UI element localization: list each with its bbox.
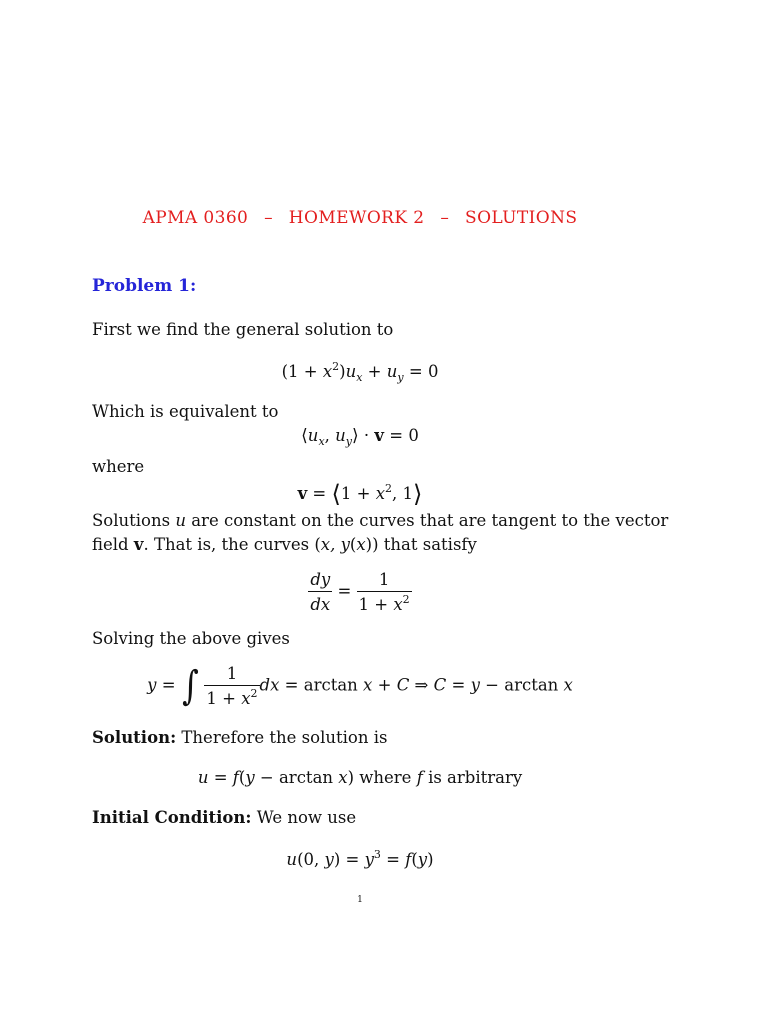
text-run: are constant on the curves that are tangent to the vector	[185, 511, 669, 530]
text-run: field	[92, 535, 134, 554]
text-run: )) that satisfy	[365, 535, 477, 554]
fraction: $\frac{1}{1 + x^2}$	[358, 570, 410, 614]
fraction: $\frac{1}{1 + x^2}$	[206, 664, 258, 708]
solution-label: Solution:	[92, 728, 177, 747]
title-kind: SOLUTIONS	[465, 208, 578, 228]
equation-vector-field: v = ⟨1 + $x^2$, 1⟩	[297, 480, 423, 508]
eq-zero: 0	[408, 426, 419, 445]
paragraph: First we find the general solution to	[92, 320, 394, 339]
text-run: . That is, the curves (	[143, 535, 321, 554]
paragraph	[92, 728, 387, 747]
paragraph	[92, 808, 356, 827]
equation-initial-condition: u(0, $y) = y^3 = f(y)$	[286, 848, 434, 869]
text-run: Solutions	[92, 511, 176, 530]
eq-zero: 0	[427, 362, 439, 381]
text-run: We now use	[251, 808, 357, 827]
equation-ode: $\frac{dy}{dx}$ = $\frac{1}{1 + x^2}$	[310, 570, 410, 614]
equation-pde: $(1 + x^2)u_x + u_y = 0$	[281, 360, 439, 384]
title-homework: HOMEWORK 2	[288, 208, 425, 228]
paragraph: Which is equivalent to	[92, 402, 279, 421]
integral-sign: ∫	[181, 663, 199, 709]
paragraph: Solutions u are constant on the curves that are tangent to the vector	[92, 511, 669, 530]
title-course: APMA 0360	[142, 208, 249, 228]
equation-general-solution: u = f(y − arctan x) where f is arbitrary	[197, 768, 523, 787]
problem-heading: Problem 1:	[92, 276, 197, 296]
page-number: 1	[357, 895, 363, 905]
paragraph: where	[92, 457, 145, 476]
title-dash: –	[264, 208, 273, 228]
equation-dot-product: $⟨u_x$, $u_y⟩ \cdot v = 0$	[301, 426, 419, 448]
document-title	[0, 208, 720, 228]
paragraph: field v. That is, the curves (x, y(x)) that satisfy	[92, 535, 477, 554]
fraction: $\frac{dy}{dx}$	[310, 570, 331, 614]
initial-condition-label: Initial Condition:	[92, 808, 252, 827]
paragraph: Solving the above gives	[92, 629, 290, 648]
text-run: Therefore the solution is	[176, 728, 388, 747]
equation-integral: y = ∫ $\frac{1}{1 + x^2}$ dx = arctan x + C ⇒ C = y − arctan x	[147, 663, 573, 709]
title-dash: –	[440, 208, 450, 228]
